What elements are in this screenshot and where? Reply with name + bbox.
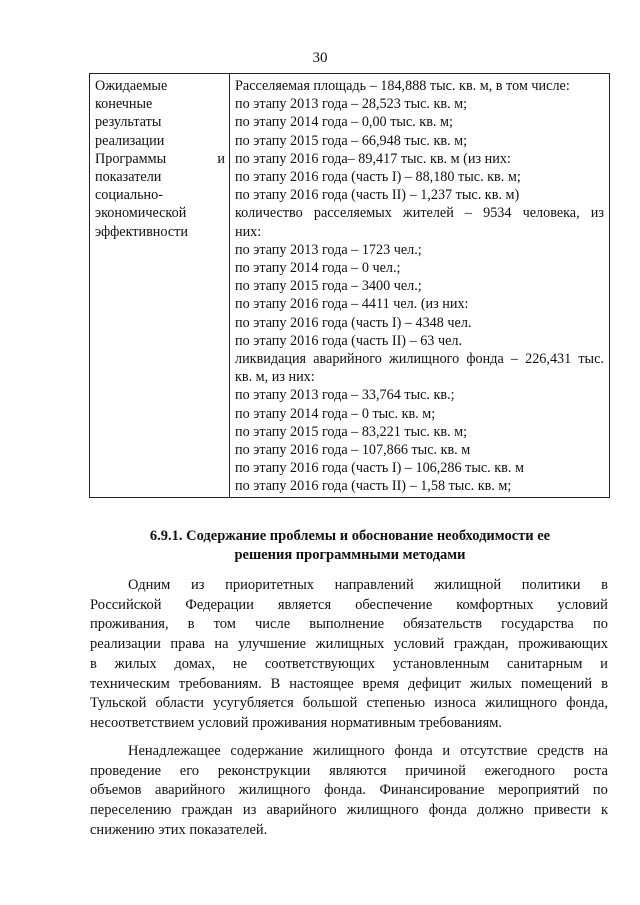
word: санитарным [506, 655, 583, 672]
word: Ненадлежащее [128, 743, 221, 759]
word: комфортных [456, 596, 534, 613]
word: по [592, 616, 608, 633]
table-value-line: по этапу 2016 года (часть II) – 1,58 тыс. кв. м; [235, 478, 512, 495]
table-value-cell [230, 74, 609, 497]
table-label-line: социально- [95, 187, 163, 204]
paragraph-line [90, 675, 608, 695]
word: государства [501, 616, 574, 633]
word: аварийного [155, 782, 226, 799]
table-value-line: по этапу 2014 года – 0 чел.; [235, 260, 401, 277]
word: приоритетных [225, 577, 315, 593]
word: аварийного [266, 802, 337, 819]
table-value-line: по этапу 2015 года – 66,948 тыс. кв. м; [235, 132, 468, 149]
word: требованиям. [178, 675, 262, 692]
table-value-line: по этапу 2016 года (часть I) – 106,286 тыс. кв. м [235, 460, 524, 477]
table-value-line: по этапу 2013 года – 1723 чел.; [235, 241, 422, 258]
word: в [601, 577, 608, 593]
word: из [242, 802, 257, 819]
word: проведение [90, 762, 162, 779]
word: жилищных [315, 636, 385, 653]
paragraph-line [90, 576, 608, 596]
section-heading [90, 527, 610, 564]
word: количество [235, 205, 303, 222]
word: в [601, 675, 608, 692]
word: и [442, 743, 451, 759]
table-label-line: реализации [95, 132, 165, 149]
word: жилищного [388, 351, 460, 368]
table-value-line: них: [235, 223, 262, 240]
paragraph-line [90, 615, 608, 635]
word: должно [477, 802, 524, 819]
word: причиной [405, 762, 466, 779]
word: на [593, 743, 608, 759]
table-value-line: по этапу 2016 года – 4411 чел. (из них: [235, 296, 469, 313]
word: Финансирование [379, 782, 485, 799]
word: из [590, 205, 604, 222]
word: техническим [90, 675, 170, 692]
word: проживания, [90, 616, 169, 633]
word: по [592, 782, 608, 799]
paragraph-2 [90, 742, 608, 841]
table-value-line: Расселяемая площадь – 184,888 тыс. кв. м, в том числе: [235, 78, 570, 94]
word: Федерации [185, 596, 254, 613]
word: условий [557, 596, 608, 613]
word: жилищного [346, 802, 419, 819]
table-value-line: по этапу 2015 года – 3400 чел.; [235, 278, 422, 295]
word: фонда. [324, 782, 366, 799]
table-label-line: показатели [95, 169, 162, 186]
table-value-line: по этапу 2016 года (часть I) – 88,180 тыс. кв. м; [235, 169, 521, 186]
word: человека, [522, 205, 580, 222]
word: объемов [90, 782, 142, 799]
table-label-line: эффективности [95, 223, 188, 240]
word: помещений [520, 675, 593, 692]
word: Российской [90, 596, 162, 613]
word: числе [254, 616, 291, 633]
paragraph-line: несоответствием условий проживания нормативным требованиям. [90, 714, 503, 731]
word: ежегодного [484, 762, 555, 779]
table-value-line: по этапу 2016 года– 89,417 тыс. кв. м (из них: [235, 150, 511, 167]
word: улучшение [238, 636, 307, 653]
word: большой [302, 695, 358, 712]
word: отсутствие [459, 743, 528, 759]
word: износа [434, 695, 477, 712]
table-value-line [235, 204, 604, 222]
word: жилищного [238, 782, 311, 799]
word: расселяемых [313, 205, 392, 222]
word: на [214, 636, 229, 653]
table-label-line: результаты [95, 114, 162, 131]
word: фонда, [566, 695, 608, 712]
page-number: 30 [312, 50, 328, 66]
heading-line: 6.9.1. Содержание проблемы и обоснование необходимости ее [149, 528, 551, 544]
word: к [600, 802, 608, 819]
word: – [510, 351, 518, 368]
table-value-line: кв. м, из них: [235, 369, 315, 386]
word: фонда [394, 743, 433, 759]
word: в [187, 616, 195, 633]
word: обеспечение [355, 596, 433, 613]
word: время [362, 675, 400, 692]
word: Тульской [90, 695, 147, 712]
word: условий [393, 636, 445, 653]
word: Одним [128, 577, 171, 593]
word: ликвидация [235, 351, 307, 368]
table-value-line: по этапу 2016 года (часть II) – 1,237 тыс. кв. м) [235, 187, 520, 204]
paragraph-line [90, 655, 608, 675]
word: жилищного [312, 743, 385, 759]
word: соответствующих [264, 655, 376, 672]
word: – [464, 205, 472, 222]
word: мероприятий [497, 782, 580, 799]
word: содержание [230, 743, 304, 759]
paragraph-line [90, 694, 608, 714]
word: усугубляется [213, 695, 294, 712]
word: 9534 [483, 205, 512, 222]
table-value-line: по этапу 2014 года – 0,00 тыс. кв. м; [235, 114, 453, 131]
word: являются [329, 762, 387, 779]
paragraph-line [90, 596, 608, 616]
word: политики [521, 577, 581, 593]
word: выполнение [309, 616, 385, 633]
word: 226,431 [525, 351, 572, 368]
word: тыс. [578, 351, 604, 368]
table-label-line: Ожидаемые [95, 78, 168, 94]
program-results-table [89, 73, 610, 498]
word: В [270, 675, 281, 692]
word: проживающих [518, 636, 608, 653]
word: жилых [469, 675, 512, 692]
table-value-line: по этапу 2016 года (часть I) – 4348 чел. [235, 314, 472, 331]
word: права [170, 636, 205, 653]
paragraph-line [90, 801, 608, 821]
word: граждан, [453, 636, 509, 653]
paragraph-line [90, 781, 608, 801]
word: настоящее [289, 675, 354, 692]
word: его [179, 762, 200, 779]
word: в [90, 655, 97, 672]
word: установленным [392, 655, 490, 672]
table-value-line: по этапу 2016 года – 107,866 тыс. кв. м [235, 442, 471, 459]
word: дефицит [408, 675, 462, 692]
paragraph-line [90, 635, 608, 655]
table-value-line: по этапу 2015 года – 83,221 тыс. кв. м; [235, 423, 468, 440]
word: роста [573, 762, 608, 779]
table-label-cell [90, 74, 230, 497]
paragraph-line [90, 762, 608, 782]
word: реализации [90, 636, 161, 653]
word: переселению [90, 802, 172, 819]
table-label-line [95, 150, 225, 168]
word: аварийного [313, 351, 382, 368]
heading-line: решения программными методами [234, 546, 466, 563]
word: том [213, 616, 236, 633]
word: граждан [181, 802, 233, 819]
word: направлений [334, 577, 414, 593]
word: жителей [402, 205, 454, 222]
paragraph-1 [90, 576, 608, 734]
table-value-line: по этапу 2016 года (часть II) – 63 чел. [235, 332, 462, 349]
word: средств [537, 743, 585, 759]
table-label-line: конечные [95, 96, 153, 113]
word: и [600, 655, 608, 672]
word: реконструкции [217, 762, 311, 779]
word: области [155, 695, 204, 712]
word: не [232, 655, 248, 672]
word: является [277, 596, 332, 613]
word: Программы [95, 150, 167, 167]
table-label-line: экономической [95, 205, 187, 222]
word: фонда [428, 802, 467, 819]
word: жилых [114, 655, 157, 672]
word: степенью [366, 695, 426, 712]
paragraph-line [90, 742, 608, 762]
table-value-line: по этапу 2013 года – 28,523 тыс. кв. м; [235, 96, 468, 113]
table-value-line: по этапу 2014 года – 0 тыс. кв. м; [235, 405, 436, 422]
word: обязательств [403, 616, 483, 633]
word: домах, [174, 655, 216, 672]
word: жилищного [485, 695, 558, 712]
word: фонда [466, 351, 504, 368]
table-value-line: по этапу 2013 года – 33,764 тыс. кв.; [235, 387, 455, 404]
word: жилищной [434, 577, 502, 593]
word: привести [533, 802, 591, 819]
word: и [217, 150, 225, 167]
paragraph-line: снижению этих показателей. [90, 821, 268, 838]
word: из [191, 577, 205, 593]
table-value-line [235, 350, 604, 368]
